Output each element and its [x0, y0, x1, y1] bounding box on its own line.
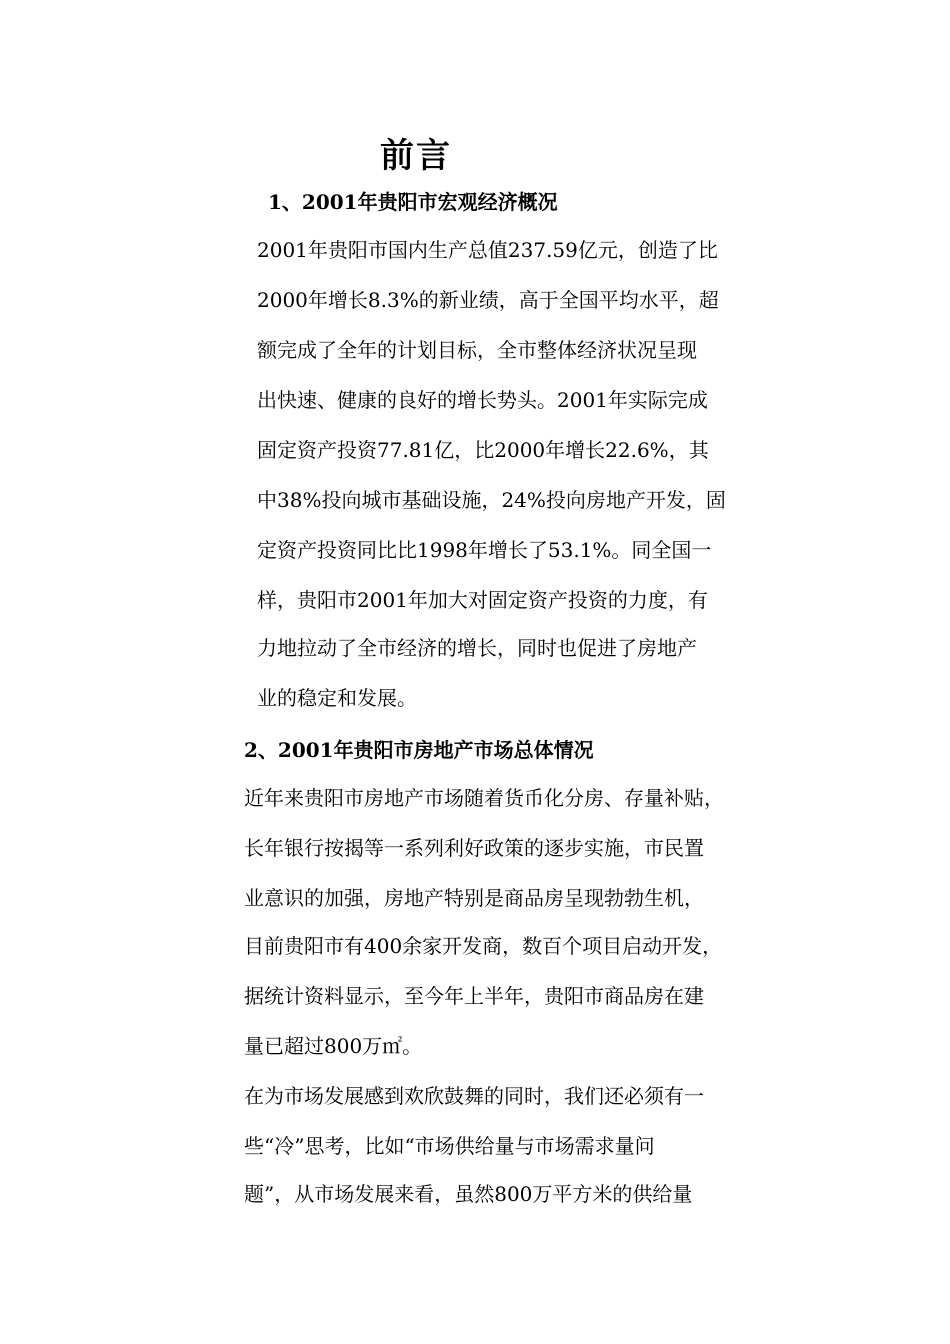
section-2-line: 业意识的加强，房地产特别是商品房呈现勃勃生机， — [244, 886, 704, 910]
section-1-line: 样，贵阳市2001年加大对固定资产投资的力度，有 — [257, 588, 708, 612]
section-2-line: 目前贵阳市有400余家开发商，数百个项目启动开发， — [244, 934, 723, 958]
section-2-line: 在为市场发展感到欢欣鼓舞的同时，我们还必须有一 — [244, 1084, 704, 1108]
section-1-line: 中38%投向城市基础设施，24%投向房地产开发，固 — [257, 488, 726, 512]
section-2-line: 据统计资料显示，至今年上半年，贵阳市商品房在建 — [244, 984, 704, 1008]
section-2-heading: 2、2001年贵阳市房地产市场总体情况 — [244, 738, 594, 762]
section-1-heading: 1、2001年贵阳市宏观经济概况 — [268, 190, 558, 214]
section-1-line: 出快速、健康的良好的增长势头。2001年实际完成 — [257, 388, 708, 412]
section-2-line: 些“冷”思考，比如“市场供给量与市场需求量问 — [244, 1134, 655, 1158]
section-1-line: 固定资产投资77.81亿，比2000年增长22.6%，其 — [257, 438, 709, 462]
section-1-line: 力地拉动了全市经济的增长，同时也促进了房地产 — [257, 636, 697, 660]
section-1-line: 业的稳定和发展。 — [257, 686, 417, 710]
section-2-line: 近年来贵阳市房地产市场随着货币化分房、存量补贴， — [244, 786, 724, 810]
page-title: 前言 — [380, 136, 452, 176]
section-2-line: 题”，从市场发展来看，虽然800万平方米的供给量 — [244, 1182, 693, 1206]
section-1-line: 2001年贵阳市国内生产总值237.59亿元，创造了比 — [257, 238, 718, 262]
section-1-line: 额完成了全年的计划目标，全市整体经济状况呈现 — [257, 338, 697, 362]
section-2-line: 长年银行按揭等一系列利好政策的逐步实施，市民置 — [244, 836, 704, 860]
section-2-line: 量已超过800万㎡。 — [244, 1034, 423, 1058]
section-1-line: 2000年增长8.3%的新业绩，高于全国平均水平，超 — [257, 288, 719, 312]
section-1-line: 定资产投资同比比1998年增长了53.1%。同全国一 — [257, 538, 712, 562]
